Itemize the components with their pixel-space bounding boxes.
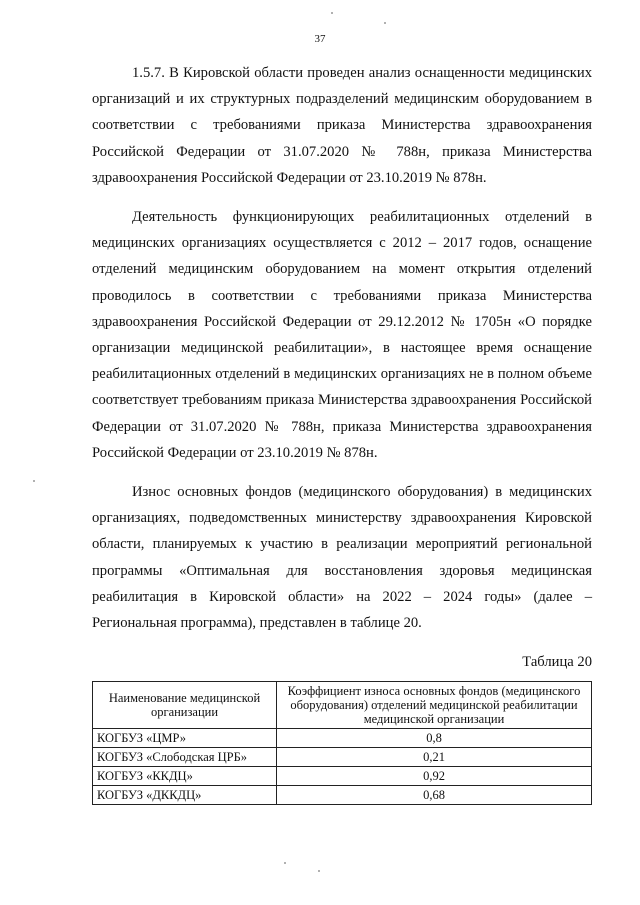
organization-name: КОГБУЗ «Слободская ЦРБ»: [93, 748, 277, 767]
table-header-row: [93, 682, 592, 729]
paragraph-2: Деятельность функционирующих реабилитационных отделений в медицинских организациях осуществляется с 2012 – 2017 годов, оснащение отделений медицинским оборудованием на момент открытия отделений проводилось в соответствии с требованиями приказа Министерства здравоохранения Российской Федерации от 29.12.2012 № 1705н «О порядке организации медицинской реабилитации», в настоящее время оснащение реабилитационных отделений в медицинских организациях не в полном объеме соответствует требованиям приказа Министерства здравоохранения Российской Федерации от 31.07.2020 № 788н, приказа Министерства здравоохранения Российской Федерации от 23.10.2019 № 878н.: [92, 209, 592, 461]
wear-coefficient: 0,8: [277, 729, 592, 748]
organization-name: КОГБУЗ «ЦМР»: [93, 729, 277, 748]
wear-coefficient: 0,21: [277, 748, 592, 767]
paragraph-3: Износ основных фондов (медицинского оборудования) в медицинских организациях, подведомственных министерству здравоохранения Кировской области, планируемых к участию в реализации мероприятий региональной программы «Оптимальная для восстановления здоровья медицинская реабилитация в Кировской области» на 2022 – 2024 годы» (далее – Региональная программа), представлен в таблице 20.: [92, 484, 592, 632]
organization-name: КОГБУЗ «ДККДЦ»: [93, 786, 277, 805]
scan-speck: [318, 870, 320, 872]
document-body: [92, 60, 592, 805]
header-organization: Наименование медицинской организации: [93, 682, 277, 729]
organization-name: КОГБУЗ «ККДЦ»: [93, 767, 277, 786]
wear-coefficient: 0,92: [277, 767, 592, 786]
header-coefficient: Коэффициент износа основных фондов (медицинского оборудования) отделений медицинской реабилитации медицинской организации: [277, 682, 592, 729]
page-number: 37: [314, 33, 326, 45]
wear-coefficient: 0,68: [277, 786, 592, 805]
wear-coefficient-table: [92, 681, 592, 805]
scan-speck: [33, 480, 35, 482]
table-row: [93, 748, 592, 767]
scan-speck: [331, 12, 333, 14]
table-row: [93, 729, 592, 748]
scan-speck: [284, 862, 286, 864]
table-row: [93, 786, 592, 805]
table-row: [93, 767, 592, 786]
table-caption: Таблица 20: [522, 654, 592, 671]
paragraph-1: 1.5.7. В Кировской области проведен анализ оснащенности медицинских организаций и их структурных подразделений медицинским оборудованием в соответствии с требованиями приказа Министерства здравоохранения Российской Федерации от 31.07.2020 № 788н, приказа Министерства здравоохранения Российской Федерации от 23.10.2019 № 878н.: [92, 65, 592, 186]
scan-speck: [384, 22, 386, 24]
